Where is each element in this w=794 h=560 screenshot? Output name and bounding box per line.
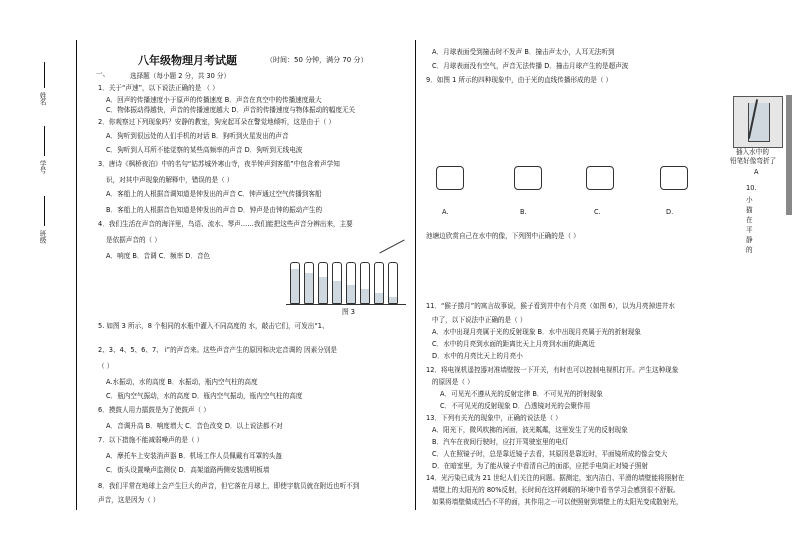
q1-options-cd: C．物体振动得越快，声音的传播速度越大 D．声音的传播速度与物体振动的幅度无关 [106,106,356,114]
q11-stem: 11．“猴子捞月”的寓言故事说，猴子看到井中有个月亮（如图 6），以为月亮掉进井水 [426,302,675,310]
q13-option-d: D．在暗室里，为了能从镜子中看清自己的面部，应把手电筒正对镜子照射 [432,462,649,470]
q12-options-cd: C．不可见光的反射现象 D．凸透镜对光的会聚作用 [440,402,591,410]
q7-stem: 7．以下措施不能减弱噪声的是（ ） [98,436,204,444]
figure-3-baseline [286,304,406,305]
q12-stem-cont: 的原因是（ ） [432,378,474,386]
q10-stem-cont: 池塘边欣赏自己在水中的像，下列图中正确的是（ ） [426,232,580,240]
q13-option-a: A．阳光下，微风吹拂的河面，波光粼粼，这里发生了光的反射现象 [432,426,628,434]
exam-meta: （时间：50 分钟，满分 70 分） [266,56,368,64]
q13-stem: 13．下列有关光的现象中，正确的说法是（ ） [426,414,562,422]
section-number: 一、 [96,70,110,78]
class-label: 班级 [38,230,46,244]
bottle [318,262,328,304]
q2-options-ab: A．狗听到很远处的人们手机的对话 B．狗听到火星发出的声音 [106,132,289,140]
q10-char: 静 [746,236,753,244]
q6-options: A．音调升高 B．响度增大 C．音色改变 D．以上说法都不对 [106,422,283,430]
column-divider [415,40,416,510]
q2-stem: 2．你观察过下列现象吗？安静的教室，狗宠起耳朵在警觉地倾听，这是由于（ ） [98,118,336,126]
q5-stem: 5. 如图 3 所示，8 个相同的水瓶中灌入不同高度的 水，敲击它们，可发出“1、 [98,322,329,330]
right-edge-stripe [786,95,792,215]
q1-stem: 1．关于“声速”，以下说法正确的是 （ ） [98,84,219,92]
q8-options-cd: C．月球表面没有空气，声音无法传播 D．撞击月球产生的是超声波 [432,62,629,70]
q5-options-ab: A.水振动，水的高度 B．水振动，瓶内空气柱的高度 [106,378,258,386]
q4-stem: 4．我们生活在声音的海洋里，鸟语、流水、琴声……我们能把这些声音分辨出来，主要 [98,220,353,228]
q10-char: 平 [746,226,753,234]
q7-options-cd: C．街头设置噪声监测仪 D．高架道路两侧安装透明板墙 [106,466,270,474]
q13-option-c: C．人在照镜子时，总是靠近镜子去看，其原因是靠近时，平面镜所成的像会变大 [432,450,668,458]
class-line [44,196,45,226]
q13-option-b: B．汽车在夜间行驶时，应打开驾驶室里的电灯 [432,438,569,446]
q3-options-bd: B．客船上的人根据音色知道是钟发出的声音 D．钟声是由钟的振动产生的 [106,206,323,214]
q11-option-c: C．水中的月亮到水面的距离比天上月亮到水面的距离近 [432,340,595,348]
bottle [374,262,384,304]
q11-option-d: D．水中的月亮比天上的月亮小 [432,352,523,360]
fig-caption-letter: A [754,168,759,176]
q7-options-ab: A．摩托车上安装消声器 B．机场工作人员佩戴有耳罩的头盔 [106,452,282,460]
q8-options-ab: A．月球表面受到撞击时不发声 B．撞击声太小，人耳无法听到 [432,48,615,56]
q3-stem-cont: 识，对其中声现象的解释中，错误的是（ ） [106,176,234,184]
q8-stem-cont: 声音，这是因为（ ） [98,496,160,504]
bottle [304,262,314,304]
q12-stem: 12．将电视机遥控器对准墙壁按一下开关，有时也可以控制电视机打开。产生这种现象 [426,366,679,374]
q14-stem: 14．光污染已成为 21 世纪人们关注的问题。据测定，室内洁白、平滑的墙壁能将照射在 [426,474,685,482]
q12-options-ab: A．可见光不遵从光的反射定律 B．不可见光的折射现象 [440,390,603,398]
q5-stem-cont: 2、3、4、5、6、7、 i”的声音来。这些声音产生的原因和决定音调的 因素分别是 [98,346,338,354]
figure-3-bottles [286,240,412,318]
q5-options-cd: C．瓶内空气振动，水的高度 D．瓶内空气振动，瓶内空气柱的高度 [106,392,303,400]
figure-10-cats [428,160,704,220]
bottle [360,262,370,304]
page-title: 八年级物理月考试题 [138,54,237,67]
q1-options-ab: A．回声的传播速度小于原声的传播速度 B．声音在真空中的传播速度最大 [106,96,322,104]
id-line [44,126,45,156]
q14-stem-cont: 如果将墙壁做成凹凸不平的面，其作用之一可以使照射到墙壁上的太阳光变成散射光， [432,498,683,506]
id-label: 学号 [38,160,46,174]
cat-reflection-image [436,166,464,190]
figure-pencil-in-water [733,96,783,148]
q8-stem: 8．我们平常在地球上会产生巨大的声音，但它落在月球上，即使宇航员就在附近也听不到 [98,482,360,490]
q10-number: 10. [746,184,757,192]
q4-options: A．响度 B．音调 C．频率 D．音色 [106,252,211,260]
option-label-a: A. [442,208,449,216]
fig-caption-line2: 铅笔好像弯折了 [730,157,777,165]
bottle [332,262,342,304]
section-heading: 选择题（每小题 2 分，共 30 分） [130,72,231,80]
figure-3-caption: 图 3 [342,308,355,316]
q10-char: 猫 [746,206,753,214]
q2-options-cd: C．狗听到人耳所不能觉察的某些高频率的声音 D．狗听到无线电波 [106,146,303,154]
q6-stem: 6．摸鼓人用力擂鼓是为了使鼓声（ ） [98,406,210,414]
cat-reflection-image [586,166,614,190]
name-line [44,62,45,88]
q10-char: 在 [746,216,753,224]
bottle [346,262,356,304]
cat-reflection-image [660,166,688,190]
q11-options-ab: A．水中出现月亮属于光的反射现象 B．水中出现月亮属于光的折射现象 [432,328,641,336]
option-label-d: D. [666,208,674,216]
q9-stem: 9．如图 1 所示的四种现象中，由于光的直线传播形成的是（ ） [426,76,613,84]
name-label: 姓名 [38,92,46,106]
q3-stem: 3．唐诗《枫桥夜泊》中的名句“姑苏城外寒山寺，夜半钟声到客船”中包含着声学知 [98,160,340,168]
q4-stem-cont: 是依据声音的（ ） [106,236,161,244]
fig-caption-line1: 插入水中的 [736,148,769,156]
q14-stem-cont: 墙壁上的太阳光的 80%反射，长时间在这样刺眼的环境中看书学习会感到很不舒服。 [432,486,680,494]
option-label-c: C. [594,208,601,216]
cat-reflection-image [514,166,542,190]
q3-options-ac: A．客船上的人根据音调知道是钟发出的声音 C．钟声通过空气传播到客船 [106,190,322,198]
binding-rule [76,40,77,510]
q10-char: 的 [746,246,753,254]
striker-line [379,239,404,253]
q10-char: 小 [746,196,753,204]
q11-stem-cont: 中了，以下说法中正确的是（ ） [432,316,527,324]
bottle [290,262,300,304]
bottle [388,262,398,304]
option-label-b: B. [520,208,527,216]
q5-paren: （ ） [98,362,114,370]
